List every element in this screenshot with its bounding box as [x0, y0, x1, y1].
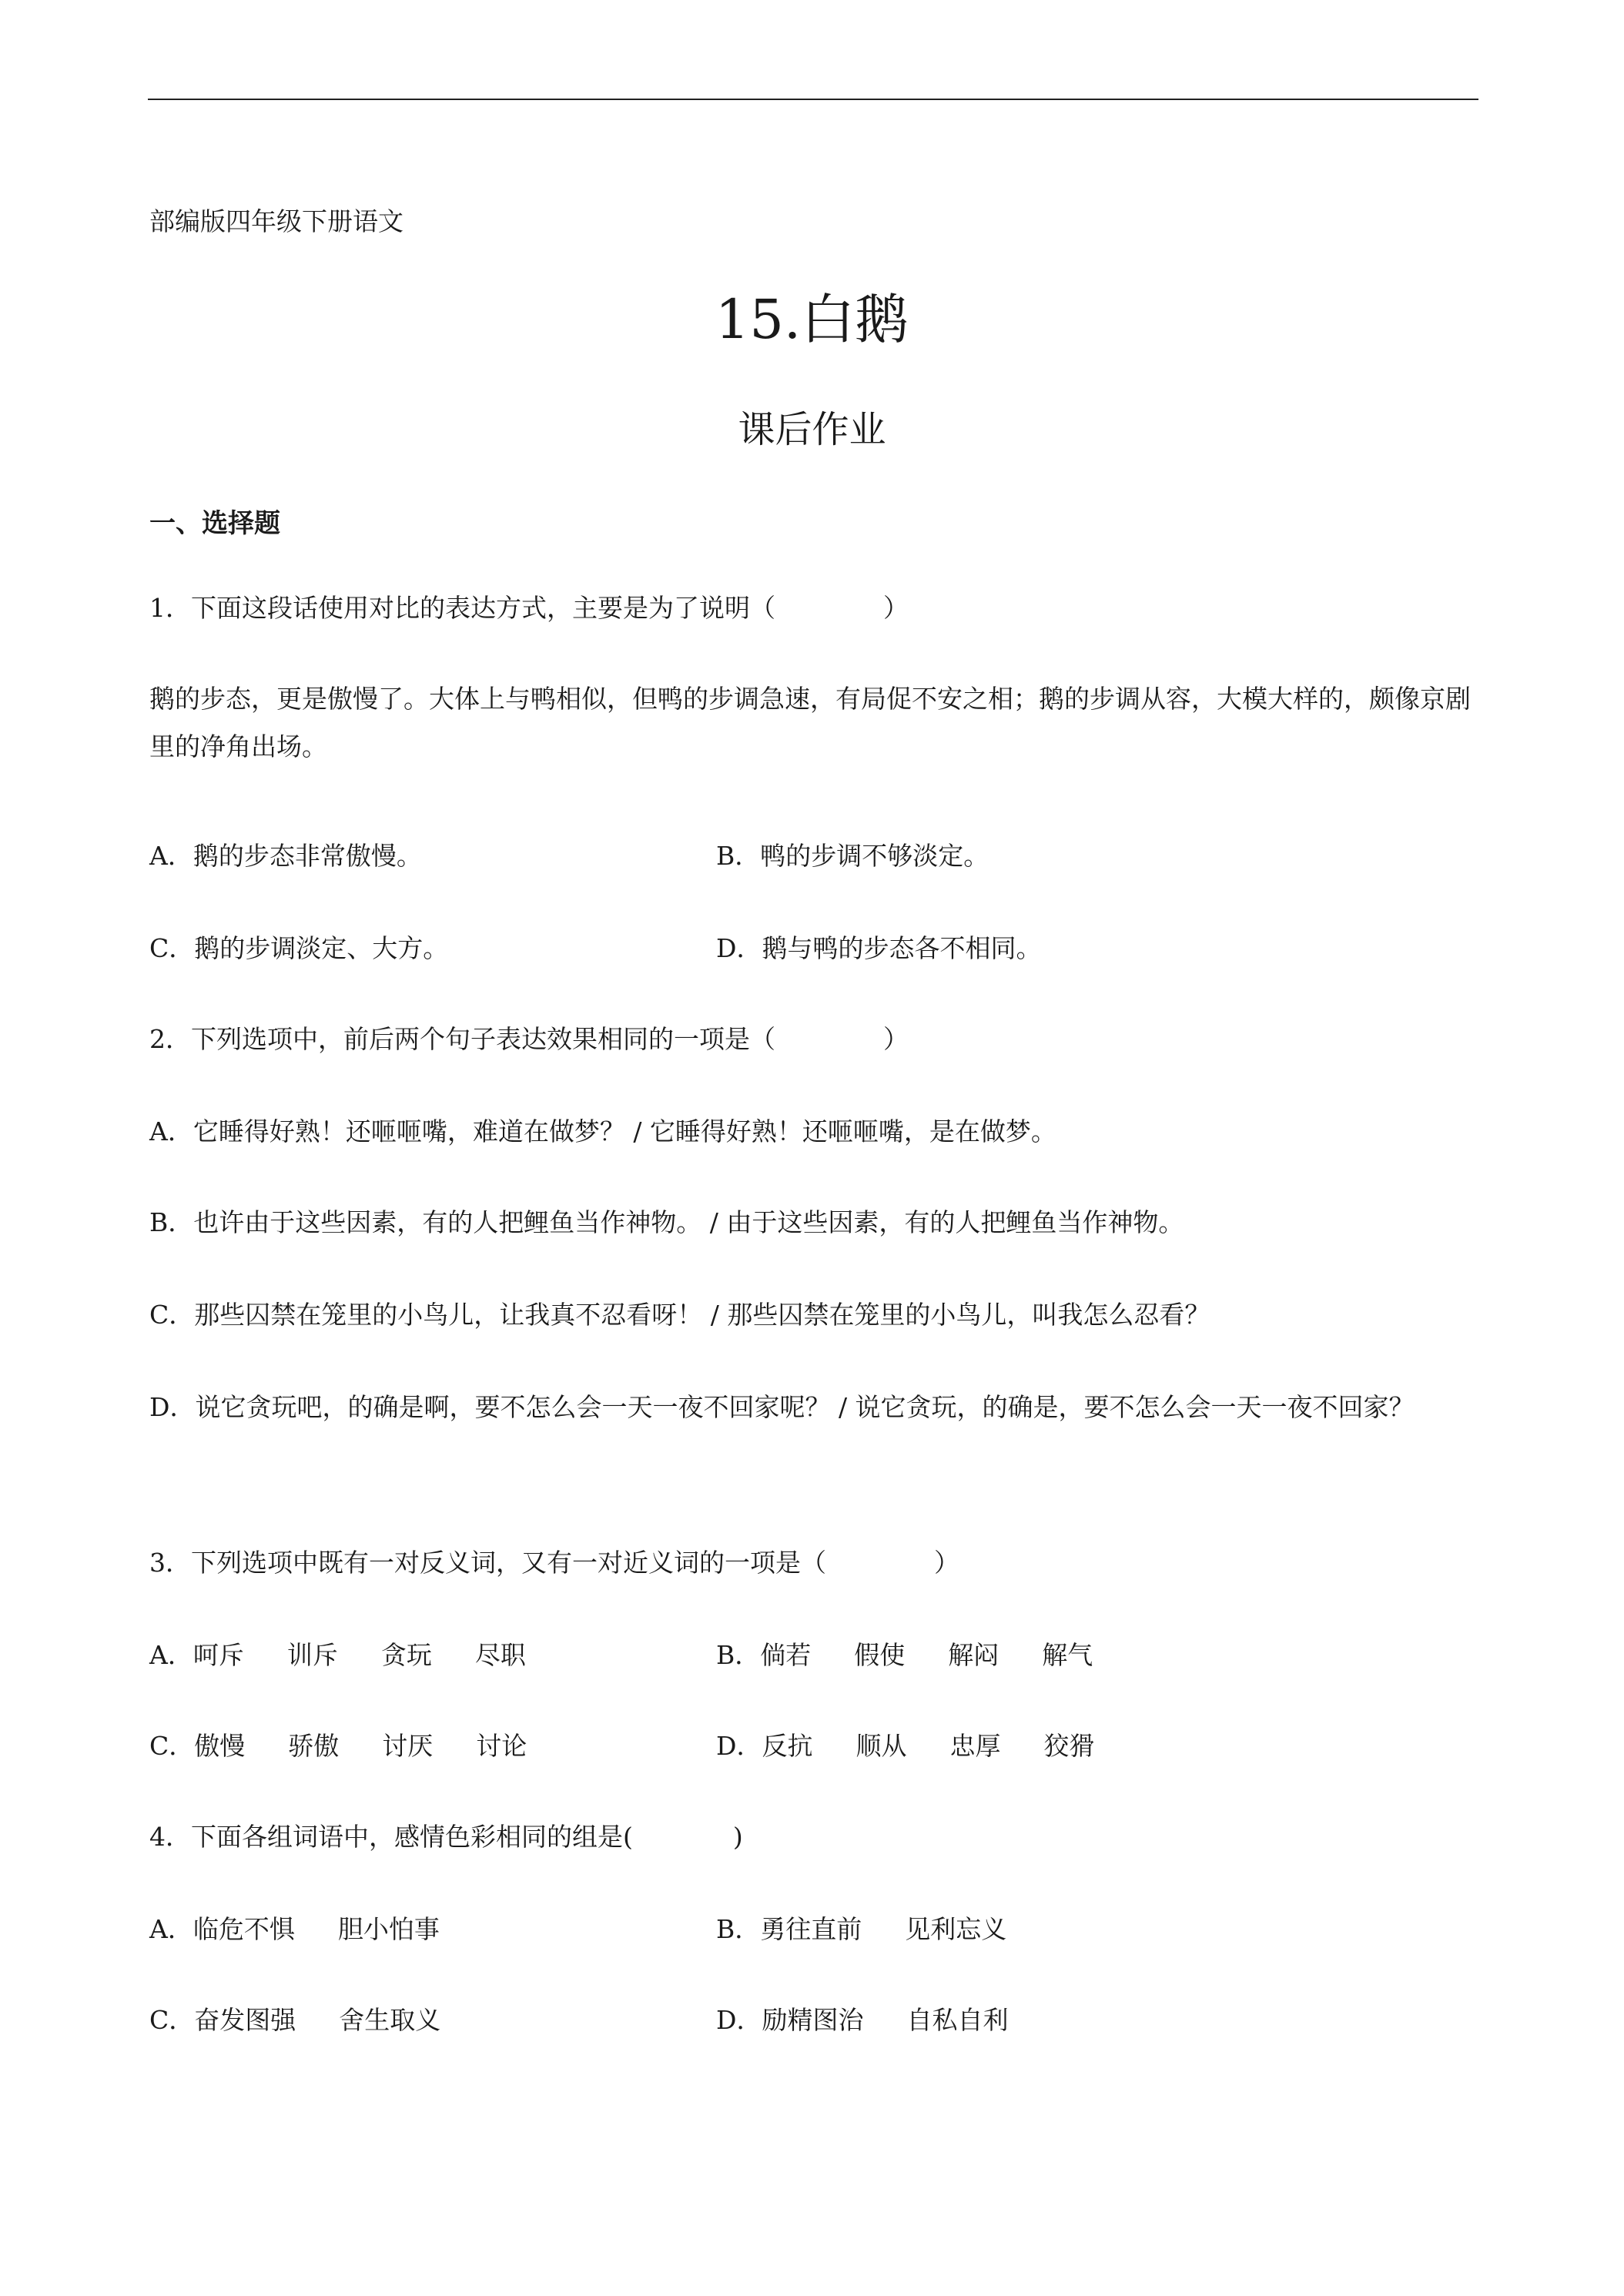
question-3-option-b[interactable]: B．倘若 假使 解闷 解气 [716, 1640, 1093, 1670]
question-3-stem: 3．下列选项中既有一对反义词，又有一对近义词的一项是（ ） [149, 1548, 959, 1578]
question-2-option-a[interactable]: A．它睡得好熟！还咂咂嘴，难道在做梦？ / 它睡得好熟！还咂咂嘴，是在做梦。 [149, 1116, 1056, 1146]
section-title: 一、选择题 [149, 508, 280, 539]
question-4-option-d[interactable]: D．励精图治 自私自利 [716, 2005, 1009, 2035]
question-1-stem: 1．下面这段话使用对比的表达方式，主要是为了说明（ ） [149, 593, 909, 623]
question-1-option-c[interactable]: C．鹅的步调淡定、大方。 [149, 933, 449, 963]
question-3-option-a[interactable]: A．呵斥 训斥 贪玩 尽职 [149, 1640, 526, 1670]
page-subtitle: 课后作业 [738, 408, 886, 451]
question-2-option-b[interactable]: B．也许由于这些因素，有的人把鲤鱼当作神物。 / 由于这些因素，有的人把鲤鱼当作神物。 [149, 1207, 1184, 1237]
question-3-option-c[interactable]: C．傲慢 骄傲 讨厌 讨论 [149, 1731, 527, 1761]
question-1-option-b[interactable]: B．鸭的步调不够淡定。 [716, 841, 989, 871]
question-2-stem: 2．下列选项中，前后两个句子表达效果相同的一项是（ ） [149, 1024, 909, 1054]
question-2-option-d[interactable]: D．说它贪玩吧，的确是啊，要不怎么会一天一夜不回家呢？ / 说它贪玩，的确是，要不怎么会一天一夜不回家？ [149, 1392, 1415, 1422]
page-title: 15.白鹅 [715, 288, 909, 351]
question-1-passage: 鹅的步态，更是傲慢了。大体上与鸭相似，但鸭的步调急速，有局促不安之相；鹅的步调从容，大模大样的，颇像京剧里的净角出场。 [149, 684, 1471, 761]
question-4-option-c[interactable]: C．奋发图强 舍生取义 [149, 2005, 441, 2035]
grade-label: 部编版四年级下册语文 [149, 206, 403, 236]
question-3-option-d[interactable]: D．反抗 顺从 忠厚 狡猾 [716, 1731, 1095, 1761]
question-4-stem: 4．下面各组词语中，感情色彩相同的组是( ) [149, 1822, 743, 1852]
question-4-option-b[interactable]: B．勇往直前 见利忘义 [716, 1914, 1007, 1944]
question-1-option-d[interactable]: D．鹅与鸭的步态各不相同。 [716, 933, 1042, 963]
question-1-option-a[interactable]: A．鹅的步态非常傲慢。 [149, 841, 422, 871]
question-4-option-a[interactable]: A．临危不惧 胆小怕事 [149, 1914, 440, 1944]
question-2-option-c[interactable]: C．那些囚禁在笼里的小鸟儿，让我真不忍看呀！ / 那些囚禁在笼里的小鸟儿，叫我怎么忍看？ [149, 1300, 1210, 1330]
header-rule [148, 99, 1478, 100]
